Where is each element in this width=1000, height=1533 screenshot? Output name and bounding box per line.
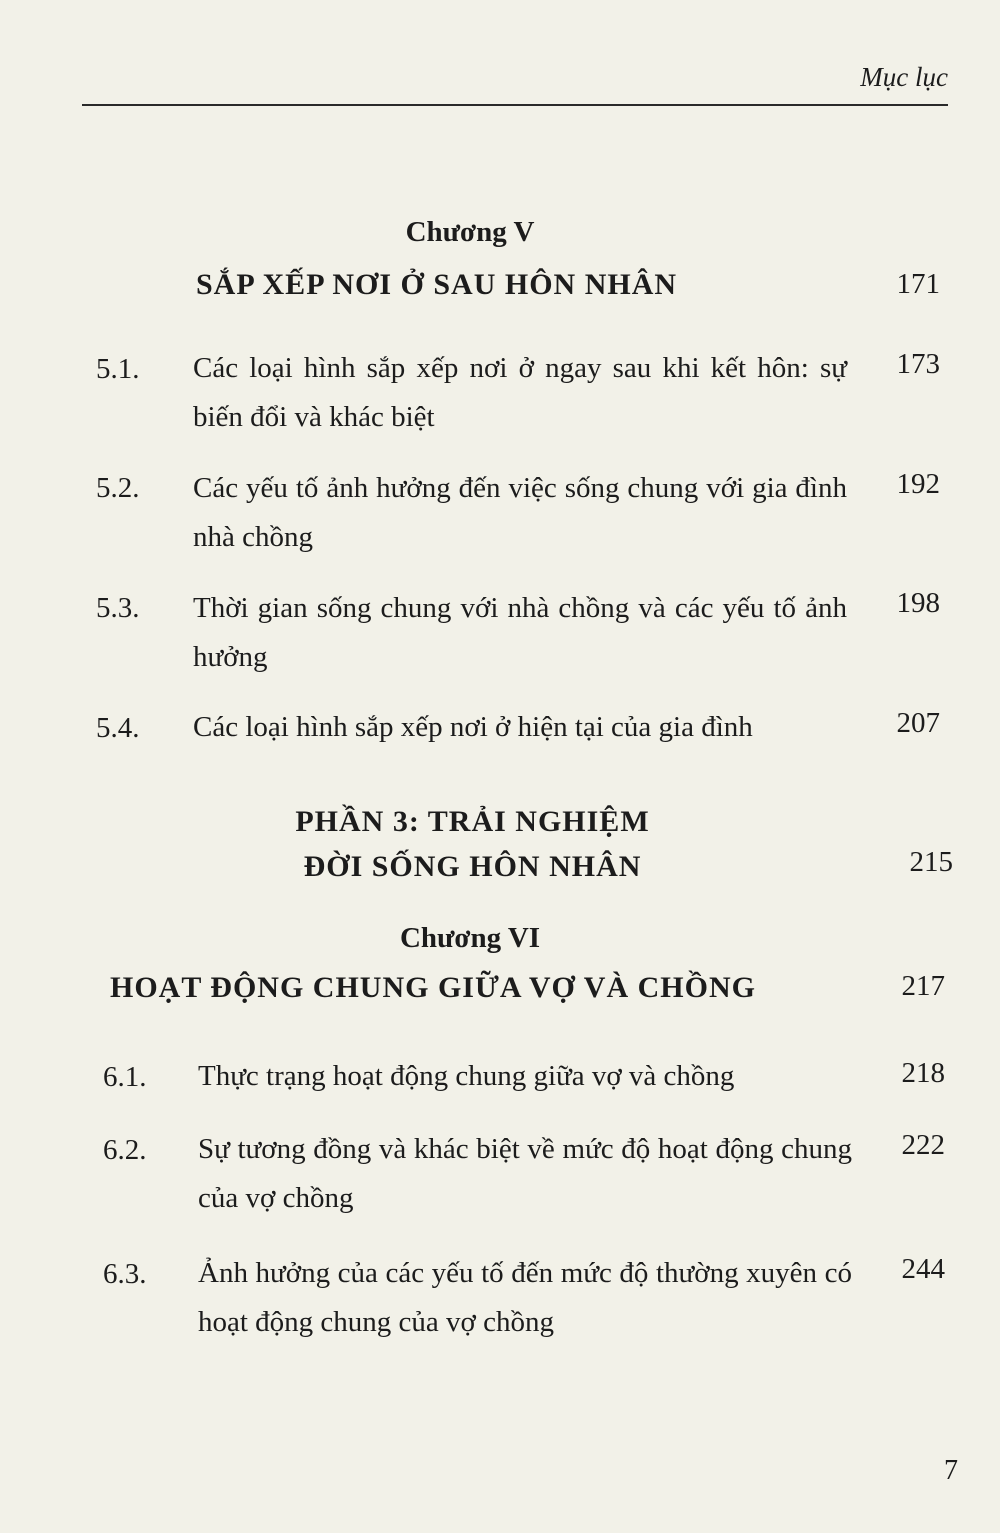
entry-number: 5.4. — [96, 712, 140, 744]
chapter-5-label: Chương V — [405, 216, 535, 248]
header-rule — [82, 104, 948, 106]
entry-text: Thực trạng hoạt động chung giữa vợ và chồng — [198, 1060, 735, 1092]
entry-number: 6.3. — [103, 1258, 147, 1290]
entry-page: 173 — [896, 348, 940, 380]
entry-page: 198 — [896, 587, 940, 619]
part-3-title-line2: ĐỜI SỐNG HÔN NHÂN — [303, 850, 642, 883]
chapter-5-page: 171 — [896, 268, 940, 300]
chapter-6-page: 217 — [901, 970, 945, 1002]
entry-text: Các yếu tố ảnh hưởng đến việc sống chung với gia đình nhà chồng — [193, 472, 847, 553]
chapter-6-title: HOẠT ĐỘNG CHUNG GIỮA VỢ VÀ CHỒNG — [110, 971, 756, 1004]
entry-number: 5.2. — [96, 472, 140, 504]
chapter-5-title: SẮP XẾP NƠI Ở SAU HÔN NHÂN — [196, 268, 678, 301]
entry-page: 218 — [901, 1057, 945, 1089]
part-3-title-line1: PHẦN 3: TRẢI NGHIỆM — [295, 805, 650, 838]
entry-number: 5.1. — [96, 353, 140, 385]
entry-text: Ảnh hưởng của các yếu tố đến mức độ thường xuyên có hoạt động chung của vợ chồng — [198, 1257, 852, 1338]
entry-text: Các loại hình sắp xếp nơi ở ngay sau khi kết hôn: sự biến đổi và khác biệt — [193, 352, 847, 433]
entry-page: 222 — [901, 1129, 945, 1161]
entry-text: Thời gian sống chung với nhà chồng và các yếu tố ảnh hưởng — [193, 592, 847, 673]
part-3-page: 215 — [909, 846, 953, 878]
entry-page: 192 — [896, 468, 940, 500]
entry-number: 6.2. — [103, 1134, 147, 1166]
entry-text: Các loại hình sắp xếp nơi ở hiện tại của gia đình — [193, 711, 753, 743]
chapter-6-label: Chương VI — [399, 922, 541, 954]
entry-text: Sự tương đồng và khác biệt về mức độ hoạt động chung của vợ chồng — [198, 1133, 852, 1214]
header-title: Mục lục — [860, 62, 948, 92]
entry-page: 207 — [896, 707, 940, 739]
entry-number: 6.1. — [103, 1061, 147, 1093]
entry-number: 5.3. — [96, 592, 140, 624]
entry-page: 244 — [901, 1253, 945, 1285]
footer-page-number: 7 — [944, 1455, 958, 1486]
